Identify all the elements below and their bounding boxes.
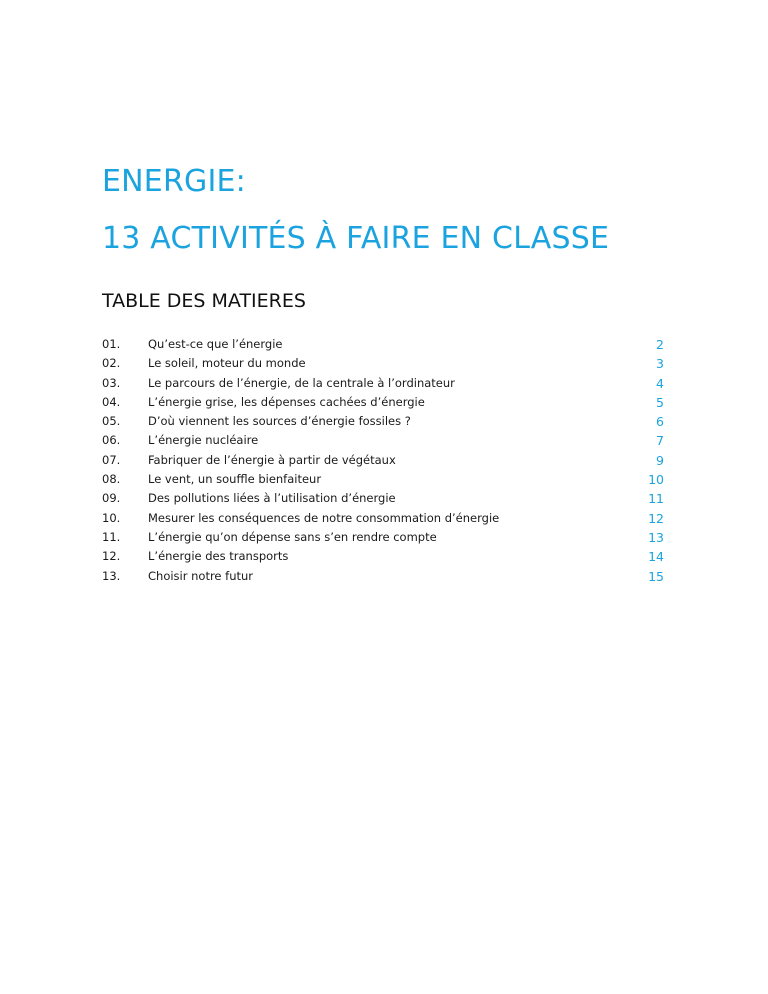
toc-entry (102, 470, 664, 489)
toc-entry (102, 374, 664, 393)
toc-entry-title: Des pollutions liées à l’utilisation d’énergie (148, 491, 396, 506)
toc-entry-page: 14 (648, 549, 664, 565)
toc-entry-number: 07. (102, 452, 121, 467)
toc-entry-page: 9 (656, 452, 664, 468)
toc-entry-number: 04. (102, 394, 121, 409)
toc-entry-number: 01. (102, 337, 121, 351)
toc-entry-title: D’où viennent les sources d’énergie fossiles ? (148, 414, 411, 429)
toc-entry-number: 02. (102, 356, 121, 371)
toc-entry-page: 2 (656, 337, 664, 352)
toc-entry-number: 09. (102, 491, 121, 506)
toc-entry (102, 528, 664, 547)
toc-entry-page: 15 (648, 568, 664, 584)
toc-entry (102, 451, 664, 470)
toc-entry-title: Le vent, un souffle bienfaiteur (148, 472, 322, 487)
toc-entry-title: Le parcours de l’énergie, de la centrale à l’ordinateur (148, 375, 455, 390)
toc-entry (102, 354, 664, 373)
toc-entry-page: 12 (648, 510, 664, 526)
document-title-line-1: ENERGIE: (102, 164, 246, 199)
toc-entry-page: 4 (656, 375, 664, 391)
toc-entry-page: 10 (648, 472, 664, 488)
toc-entry-number: 13. (102, 568, 121, 583)
toc-entry (102, 431, 664, 450)
toc-entry (102, 393, 664, 412)
toc-entry-number: 11. (102, 529, 121, 544)
toc-entry-title: Mesurer les conséquences de notre consommation d’énergie (148, 510, 500, 525)
toc-entry-page: 6 (656, 414, 664, 430)
toc-entry-page: 7 (656, 433, 664, 449)
table-of-contents (102, 335, 664, 586)
toc-entry-page: 3 (656, 356, 664, 372)
toc-entry-title: L’énergie nucléaire (148, 433, 259, 448)
toc-entry-title: L’énergie grise, les dépenses cachées d’énergie (148, 394, 425, 409)
toc-entry (102, 547, 664, 566)
toc-entry-number: 06. (102, 433, 121, 448)
document-title-line-2: 13 ACTIVITÉS À FAIRE EN CLASSE (102, 221, 610, 256)
toc-entry-page: 13 (648, 529, 664, 545)
toc-entry-number: 12. (102, 549, 121, 564)
toc-entry-number: 05. (102, 414, 121, 429)
toc-entry (102, 489, 664, 508)
toc-entry-title: Le soleil, moteur du monde (148, 356, 306, 371)
toc-heading: TABLE DES MATIERES (102, 290, 306, 312)
toc-entry-page: 11 (648, 491, 664, 507)
toc-entry-number: 08. (102, 472, 121, 487)
toc-entry-title: Fabriquer de l’énergie à partir de végétaux (148, 452, 396, 467)
toc-entry-title: Qu’est-ce que l’énergie (148, 337, 283, 351)
toc-entry (102, 412, 664, 431)
toc-entry-title: Choisir notre futur (148, 568, 254, 583)
toc-entry (102, 509, 664, 528)
toc-entry-title: L’énergie des transports (148, 549, 289, 564)
toc-entry-page: 5 (656, 394, 664, 410)
toc-entry (102, 335, 664, 354)
toc-entry-number: 03. (102, 375, 121, 390)
toc-entry-title: L’énergie qu’on dépense sans s’en rendre compte (148, 529, 437, 544)
toc-entry (102, 567, 664, 586)
toc-entry-number: 10. (102, 510, 121, 525)
